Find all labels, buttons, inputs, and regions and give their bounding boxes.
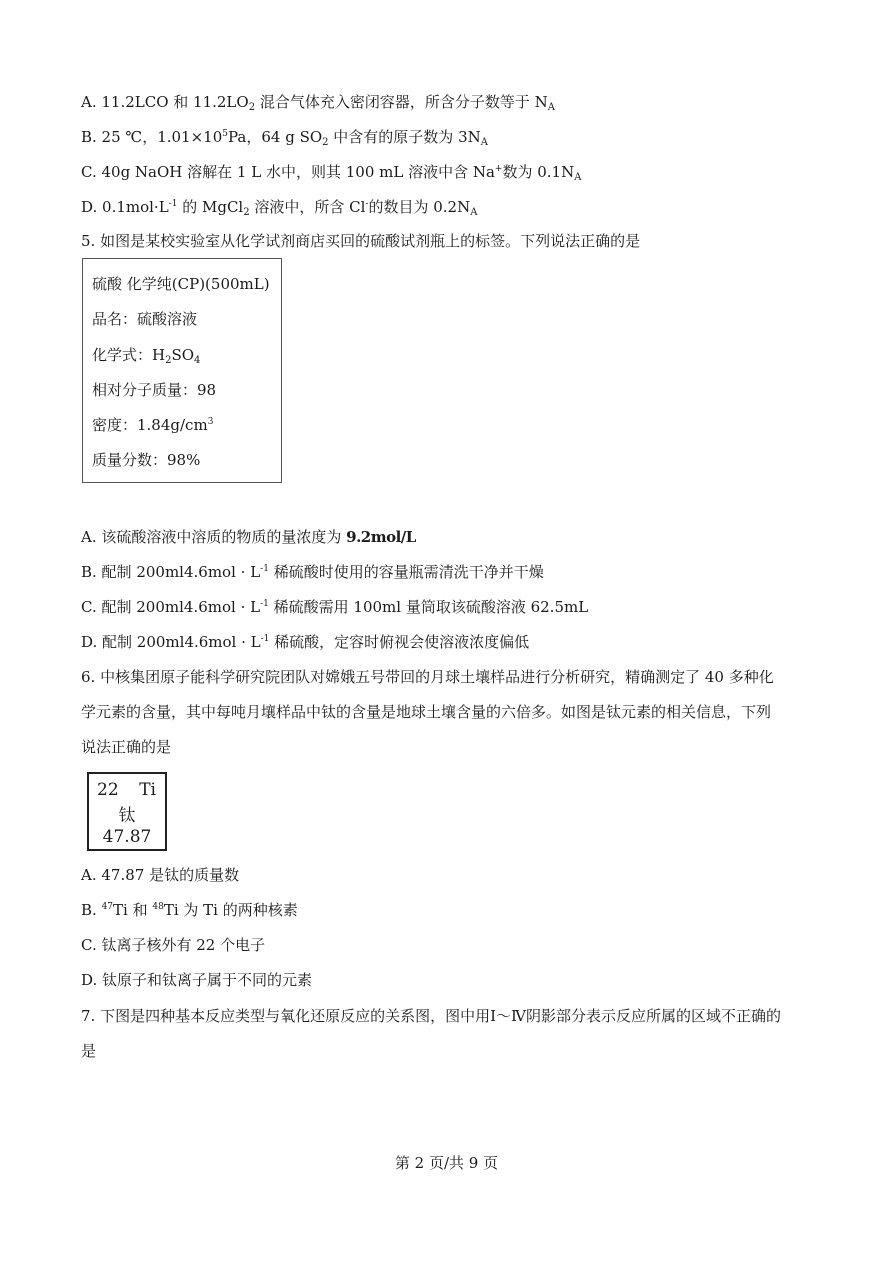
q6-option-c: C. 钛离子核外有 22 个电子: [81, 936, 266, 954]
q5-stem: 5. 如图是某校实验室从化学试剂商店买回的硫酸试剂瓶上的标签。下列说法正确的是: [81, 232, 641, 250]
reagent-label-box: [82, 258, 282, 483]
q5-option-a: A. 该硫酸溶液中溶质的物质的量浓度为 9.2mol/L: [81, 528, 416, 546]
q4-option-d: D. $0.1mol\cdot L^{-1}$ 的 MgCl$_2$ 溶液中，所含 Cl-的数目为 $0.2N_A$: [81, 198, 478, 218]
titanium-element-card: [87, 772, 167, 851]
label-line-product: 品名：硫酸溶液: [92, 310, 198, 328]
q6-stem-line3: 说法正确的是: [81, 738, 172, 756]
q4-option-b: B. 25 ℃，$1.01\times 10^5Pa$，64 g $SO_2$ 中含有的原子数为 $3N_A$: [81, 128, 488, 148]
atomic-mass: 47.87: [102, 827, 152, 847]
q6-option-d: D. 钛原子和钛离子属于不同的元素: [81, 971, 313, 989]
q6-stem-line1: 6. 中核集团原子能科学研究院团队对嫦娥五号带回的月球土壤样品进行分析研究，精确测定了 40 多种化: [81, 668, 774, 686]
label-line-formula: 化学式：$H_2SO_4$: [92, 346, 201, 366]
q6-option-b: B. $^{47}$Ti 和 $^{48}$Ti 为 Ti 的两种核素: [81, 901, 298, 919]
atomic-number: 22: [97, 780, 119, 800]
element-symbol: Ti: [139, 780, 156, 800]
q7-stem-line2: 是: [81, 1042, 97, 1060]
q4-option-a: A. 11.2LCO 和 $11.2LO_2$ 混合气体充入密闭容器，所含分子数等于 $N_A$: [81, 93, 555, 113]
q5-option-d: D. 配制 $200ml4.6mol \cdot L^{-1}$ 稀硫酸，定容时俯视会使溶液浓度偏低: [81, 633, 530, 651]
q6-option-a: A. 47.87 是钛的质量数: [81, 866, 240, 884]
label-line-mass-fraction: 质量分数：98%: [92, 451, 201, 469]
q5-option-c: C. 配制 $200ml4.6mol \cdot L^{-1}$ 稀硫酸需用 100ml 量筒取该硫酸溶液 62.5mL: [81, 598, 589, 616]
q4-option-c: C. 40g NaOH 溶解在 1 L 水中，则其 100 mL 溶液中含 Na+数为 $0.1N_A$: [81, 163, 582, 183]
label-line-molar-mass: 相对分子质量：98: [92, 381, 217, 399]
element-name: 钛: [118, 806, 136, 826]
q5-option-b: B. 配制 $200ml4.6mol \cdot L^{-1}$ 稀硫酸时使用的容量瓶需清洗干净并干燥: [81, 563, 544, 581]
q7-stem-line1: 7. 下图是四种基本反应类型与氧化还原反应的关系图，图中用Ⅰ～Ⅳ阴影部分表示反应所属的区域不正确的: [81, 1007, 781, 1025]
label-line-density: 密度：$1.84g/cm^3$: [92, 416, 214, 434]
q6-stem-line2: 学元素的含量，其中每吨月壤样品中钛的含量是地球土壤含量的六倍多。如图是钛元素的相关信息，下列: [81, 703, 772, 721]
page-footer: 第 2 页/共 9 页: [394, 1154, 499, 1172]
label-line-name: 硫酸 化学纯(CP)(500mL): [92, 275, 270, 293]
